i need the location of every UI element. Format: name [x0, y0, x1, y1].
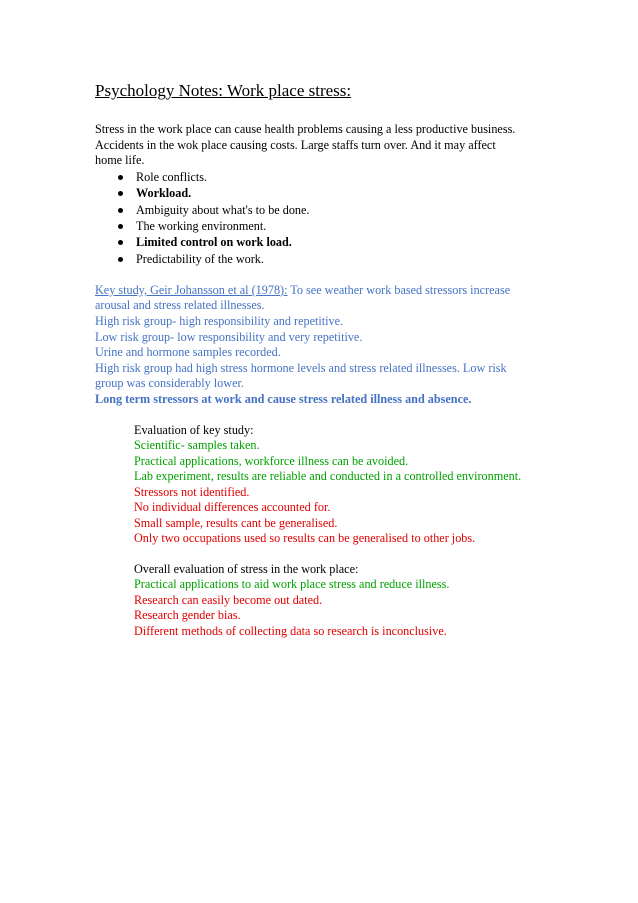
key-study-line: High risk group- high responsibility and repetitive. — [95, 314, 344, 329]
key-study-line: Urine and hormone samples recorded. — [95, 345, 281, 360]
overall-evaluation-section — [134, 562, 555, 640]
key-study-text: To see weather work based stressors increase — [287, 282, 511, 297]
evaluation-negative: Stressors not identified. — [134, 484, 250, 499]
key-study-section — [95, 283, 555, 408]
intro-line: Accidents in the wok place causing costs. Large staffs turn over. And it may affect — [95, 137, 496, 152]
list-item — [116, 169, 555, 185]
evaluation-negative: Small sample, results cant be generalised. — [134, 515, 338, 530]
intro-paragraph — [95, 122, 555, 169]
evaluation-section — [134, 423, 555, 547]
stressor-list — [95, 169, 555, 267]
bullet-icon — [118, 224, 123, 229]
bullet-icon — [118, 208, 123, 213]
evaluation-heading: Evaluation of key study: — [134, 422, 254, 437]
list-item-text: Workload. — [136, 186, 192, 201]
key-study-line — [95, 283, 555, 299]
evaluation-negative: No individual differences accounted for. — [134, 500, 331, 515]
document-content — [95, 80, 555, 639]
bullet-icon — [118, 191, 123, 196]
overall-negative: Different methods of collecting data so research is inconclusive. — [134, 623, 447, 638]
list-item-text: Predictability of the work. — [136, 251, 264, 266]
key-study-conclusion: Long term stressors at work and cause stress related illness and absence. — [95, 392, 472, 407]
intro-line: home life. — [95, 153, 145, 168]
list-item — [116, 202, 555, 218]
list-item — [116, 218, 555, 234]
list-item — [116, 185, 555, 201]
list-item-text: Limited control on work load. — [136, 235, 292, 250]
bullet-icon — [118, 240, 123, 245]
evaluation-positive: Practical applications, workforce illness can be avoided. — [134, 453, 409, 468]
list-item-text: Role conflicts. — [136, 170, 208, 185]
key-study-line: High risk group had high stress hormone levels and stress related illnesses. Low risk — [95, 360, 507, 375]
bullet-icon — [118, 257, 123, 262]
list-item-text: The working environment. — [136, 219, 267, 233]
bullet-icon — [118, 175, 123, 180]
list-item-text: Ambiguity about what's to be done. — [136, 202, 310, 217]
key-study-line: Low risk group- low responsibility and very repetitive. — [95, 329, 363, 344]
evaluation-negative: Only two occupations used so results can be generalised to other jobs. — [134, 531, 476, 546]
intro-line: Stress in the work place can cause health problems causing a less productive business. — [95, 122, 516, 136]
list-item — [116, 234, 555, 250]
evaluation-positive: Scientific- samples taken. — [134, 438, 260, 453]
key-study-line: arousal and stress related illnesses. — [95, 298, 265, 313]
page-title: Psychology Notes: Work place stress: — [95, 81, 352, 100]
overall-negative: Research can easily become out dated. — [134, 592, 323, 607]
evaluation-positive: Lab experiment, results are reliable and conducted in a controlled environment. — [134, 469, 522, 484]
key-study-line: group was considerably lower. — [95, 376, 244, 391]
list-item — [116, 251, 555, 267]
overall-negative: Research gender bias. — [134, 608, 241, 623]
key-study-link[interactable]: Key study, Geir Johansson et al (1978): — [95, 282, 288, 297]
overall-positive: Practical applications to aid work place stress and reduce illness. — [134, 577, 450, 592]
overall-heading: Overall evaluation of stress in the work place: — [134, 561, 359, 576]
